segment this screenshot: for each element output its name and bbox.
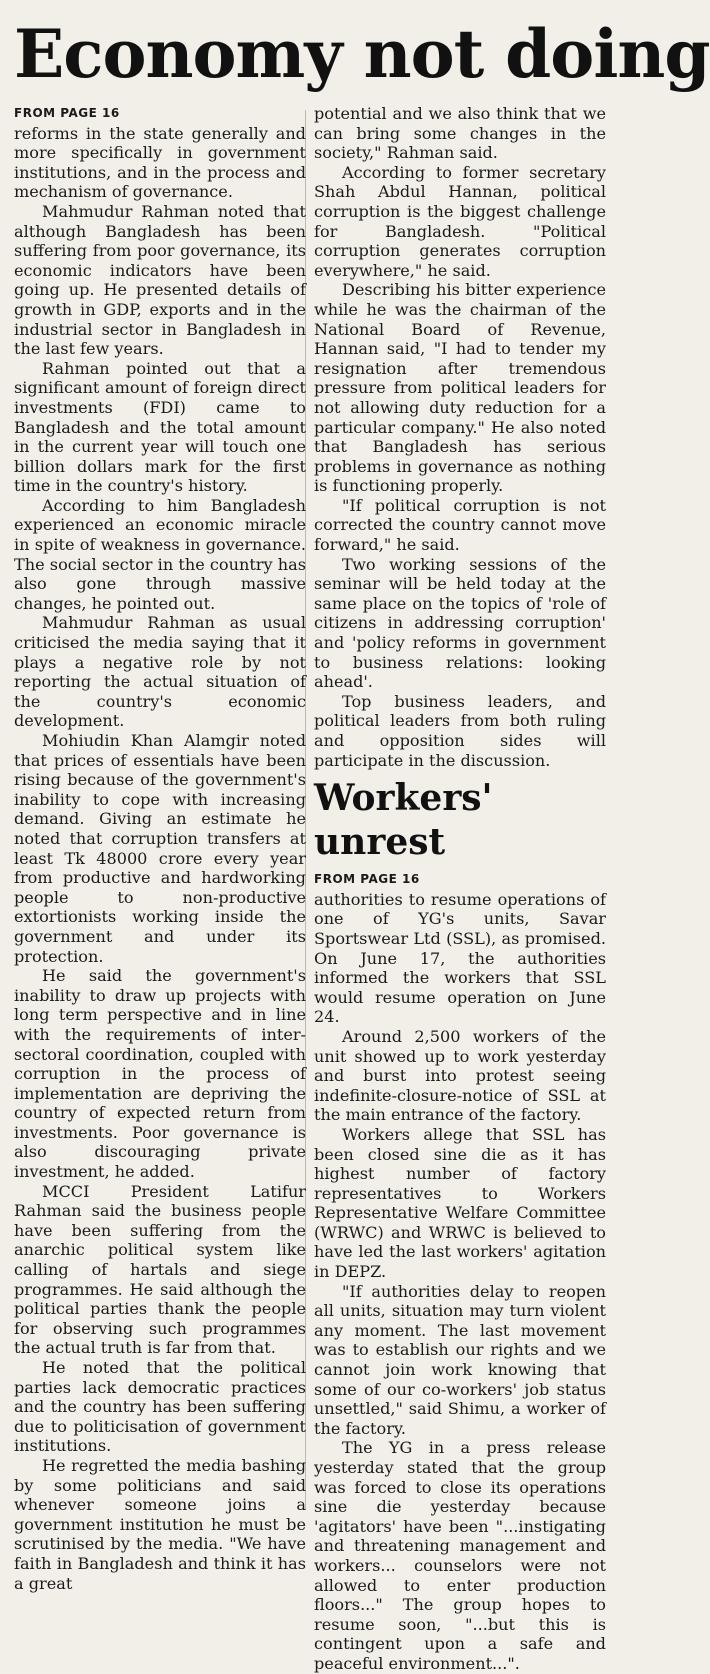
right-column [314, 104, 606, 1674]
continuation-kicker: FROM PAGE 16 [314, 872, 420, 887]
paragraph: "If political corruption is not corrected the country cannot move forward," he said. [314, 495, 606, 555]
paragraph: According to former secretary Shah Abdul Hannan, political corruption is the biggest challenge for Bangladesh. "Political corruption generates corruption everywhere," he said. [314, 162, 606, 280]
paragraph: He regretted the media bashing by some politicians and said whenever someone joins a government institution he must be scrutinised by the media. "We have faith in Bangladesh and think it has a great [14, 1455, 306, 1593]
continuation-kicker: FROM PAGE 16 [14, 106, 120, 120]
left-column [14, 104, 306, 1593]
paragraph: potential and we also think that we can bring some changes in the society," Rahman said. [314, 104, 606, 163]
paragraph: Around 2,500 workers of the unit showed up to work yesterday and burst into protest seeing indefinite-closure-notice of SSL at the main entrance of the factory. [314, 1026, 606, 1125]
paragraph: authorities to resume operations of one of YG's units, Savar Sportswear Ltd (SSL), as promised. On June 17, the authorities informed the workers that SSL would resume operation on June 24. [314, 889, 606, 1027]
paragraph: Mohiudin Khan Alamgir noted that prices of essentials have been rising because of the government's inability to cope with increasing demand. Giving an estimate he noted that corruption transfers at least Tk 48000 crore every year from productive and hardworking people to non-productive extortionists working inside the government and under its protection. [14, 731, 306, 966]
paragraph: According to him Bangladesh experienced an economic miracle in spite of weakness in governance. The social sector in the country has also gone through massive changes, he pointed out. [14, 495, 306, 613]
paragraph: Mahmudur Rahman as usual criticised the media saying that it plays a negative role by not reporting the actual situation of the country's economic development. [14, 613, 306, 731]
headline: Economy not doing [14, 15, 710, 93]
paragraph: "If authorities delay to reopen all units, situation may turn violent any moment. The last movement was to establish our rights and we cannot join work knowing that some of our co-workers' job status unsettled," said Shimu, a worker of the factory. [314, 1281, 606, 1438]
subheadline: Workers' unrest [314, 777, 493, 864]
paragraph: He said the government's inability to draw up projects with long term perspective and in line with the requirements of inter-sectoral coordination, coupled with corruption in the process of implementation are depriving the country of expected return from investments. Poor governance is also discouraging private investment, he added. [14, 966, 306, 1182]
paragraph: MCCI President Latifur Rahman said the business people have been suffering from the anarchic political system like calling of hartals and siege programmes. He said although the political parties thank the people for observing such programmes the actual truth is far from that. [14, 1181, 306, 1358]
paragraph: Describing his bitter experience while he was the chairman of the National Board of Revenue, Hannan said, "I had to tender my resignation after tremendous pressure from political leaders for not allowing duty reduction for a particular company." He also noted that Bangladesh has serious problems in governance as nothing is functioning properly. [314, 280, 606, 496]
paragraph: The YG in a press release yesterday stated that the group was forced to close its operations sine die yesterday because 'agitators' have been "...instigating and threatening management and workers... counselors were not allowed to enter production floors..." The group hopes to resume soon, "...but this is contingent upon a safe and peaceful environment...". [314, 1438, 606, 1673]
paragraph: Rahman pointed out that a significant amount of foreign direct investments (FDI) came to Bangladesh and the total amount in the current year will touch one billion dollars mark for the first time in the country's history. [14, 358, 306, 496]
paragraph: Top business leaders, and political leaders from both ruling and opposition sides will participate in the discussion. [314, 691, 606, 770]
paragraph: Workers allege that SSL has been closed sine die as it has highest number of factory representatives to Workers Representative Welfare Committee (WRWC) and WRWC is believed to have led the last workers' agitation in DEPZ. [314, 1124, 606, 1282]
paragraph: reforms in the state generally and more specifically in government institutions, and in the process and mechanism of governance. [14, 123, 306, 202]
paragraph: Mahmudur Rahman noted that although Bangladesh has been suffering from poor governance, its economic indicators have been going up. He presented details of growth in GDP, exports and in the industrial sector in Bangladesh in the last few years. [14, 201, 306, 359]
paragraph: He noted that the political parties lack democratic practices and the country has been suffering due to politicisation of government institutions. [14, 1358, 306, 1456]
paragraph: Two working sessions of the seminar will be held today at the same place on the topics of 'role of citizens in addressing corruption' and 'policy reforms in government to business relations: looking ahead'. [314, 554, 606, 692]
